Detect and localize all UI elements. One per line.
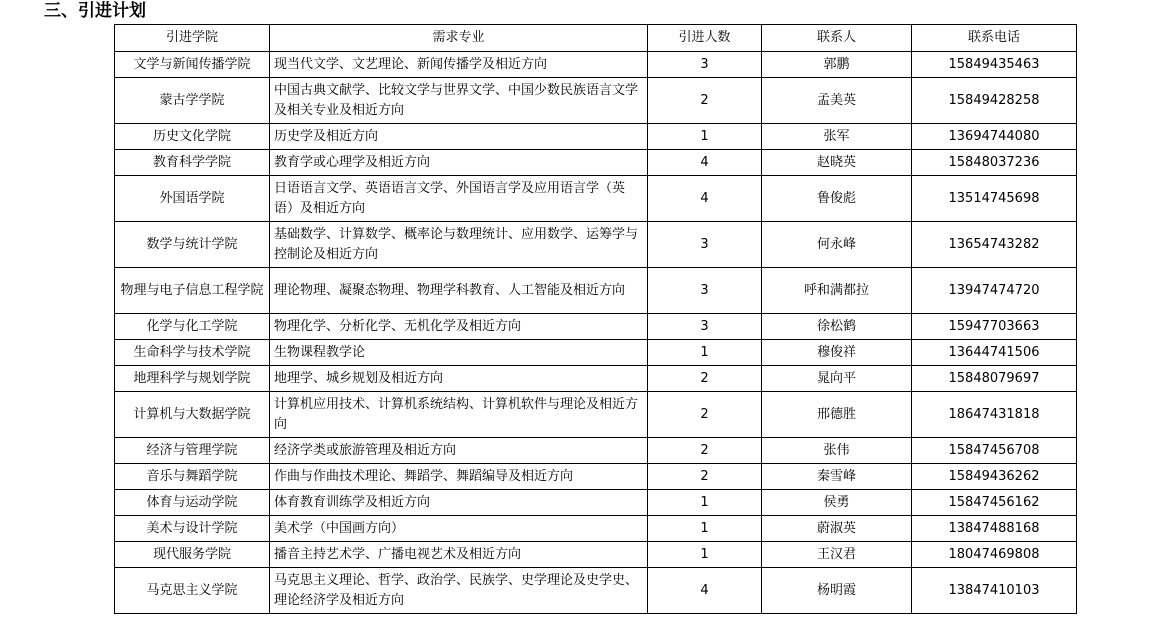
table-row (115, 78, 1077, 124)
section-title: 三、引进计划 (44, 1, 146, 21)
phone-cell: 15848079697 (912, 366, 1077, 392)
major-cell: 中国古典文献学、比较文学与世界文学、中国少数民族语言文学及相关专业及相近方向 (270, 78, 648, 124)
count-cell: 3 (648, 268, 762, 314)
phone-cell: 15849428258 (912, 78, 1077, 124)
table-row (115, 268, 1077, 314)
contact-cell: 何永峰 (762, 222, 912, 268)
contact-cell: 穆俊祥 (762, 340, 912, 366)
contact-cell: 孟美英 (762, 78, 912, 124)
major-cell: 体育教育训练学及相近方向 (270, 490, 648, 516)
table-row (115, 464, 1077, 490)
table-row (115, 124, 1077, 150)
major-cell: 计算机应用技术、计算机系统结构、计算机软件与理论及相近方向 (270, 392, 648, 438)
table-row (115, 314, 1077, 340)
count-cell: 3 (648, 314, 762, 340)
college-cell: 经济与管理学院 (115, 438, 270, 464)
table-body (115, 52, 1077, 614)
table-header-row (115, 25, 1077, 52)
count-cell: 3 (648, 222, 762, 268)
header-phone: 联系电话 (912, 25, 1077, 52)
header-count: 引进人数 (648, 25, 762, 52)
major-cell: 教育学或心理学及相近方向 (270, 150, 648, 176)
count-cell: 2 (648, 366, 762, 392)
college-cell: 现代服务学院 (115, 542, 270, 568)
contact-cell: 侯勇 (762, 490, 912, 516)
contact-cell: 张军 (762, 124, 912, 150)
contact-cell: 张伟 (762, 438, 912, 464)
college-cell: 体育与运动学院 (115, 490, 270, 516)
phone-cell: 15847456708 (912, 438, 1077, 464)
count-cell: 4 (648, 176, 762, 222)
header-contact: 联系人 (762, 25, 912, 52)
college-cell: 马克思主义学院 (115, 568, 270, 614)
contact-cell: 赵晓英 (762, 150, 912, 176)
count-cell: 1 (648, 542, 762, 568)
college-cell: 地理科学与规划学院 (115, 366, 270, 392)
major-cell: 物理化学、分析化学、无机化学及相近方向 (270, 314, 648, 340)
count-cell: 2 (648, 464, 762, 490)
contact-cell: 鲁俊彪 (762, 176, 912, 222)
table-row (115, 542, 1077, 568)
phone-cell: 15947703663 (912, 314, 1077, 340)
table-row (115, 568, 1077, 614)
major-cell: 经济学类或旅游管理及相近方向 (270, 438, 648, 464)
count-cell: 4 (648, 568, 762, 614)
contact-cell: 徐松鹤 (762, 314, 912, 340)
phone-cell: 15848037236 (912, 150, 1077, 176)
college-cell: 美术与设计学院 (115, 516, 270, 542)
college-cell: 蒙古学学院 (115, 78, 270, 124)
phone-cell: 13654743282 (912, 222, 1077, 268)
contact-cell: 呼和满都拉 (762, 268, 912, 314)
phone-cell: 13947474720 (912, 268, 1077, 314)
college-cell: 文学与新闻传播学院 (115, 52, 270, 78)
college-cell: 音乐与舞蹈学院 (115, 464, 270, 490)
table-row (115, 340, 1077, 366)
header-major: 需求专业 (270, 25, 648, 52)
count-cell: 1 (648, 516, 762, 542)
college-cell: 数学与统计学院 (115, 222, 270, 268)
table-row (115, 392, 1077, 438)
college-cell: 生命科学与技术学院 (115, 340, 270, 366)
college-cell: 化学与化工学院 (115, 314, 270, 340)
table-row (115, 366, 1077, 392)
college-cell: 计算机与大数据学院 (115, 392, 270, 438)
count-cell: 1 (648, 124, 762, 150)
phone-cell: 13847410103 (912, 568, 1077, 614)
phone-cell: 18647431818 (912, 392, 1077, 438)
phone-cell: 13644741506 (912, 340, 1077, 366)
major-cell: 作曲与作曲技术理论、舞蹈学、舞蹈编导及相近方向 (270, 464, 648, 490)
recruitment-plan-table (114, 24, 1077, 614)
phone-cell: 13514745698 (912, 176, 1077, 222)
phone-cell: 15847456162 (912, 490, 1077, 516)
contact-cell: 郭鹏 (762, 52, 912, 78)
contact-cell: 王汉君 (762, 542, 912, 568)
count-cell: 4 (648, 150, 762, 176)
major-cell: 地理学、城乡规划及相近方向 (270, 366, 648, 392)
table-row (115, 222, 1077, 268)
contact-cell: 杨明霞 (762, 568, 912, 614)
phone-cell: 18047469808 (912, 542, 1077, 568)
major-cell: 理论物理、凝聚态物理、物理学科教育、人工智能及相近方向 (270, 268, 648, 314)
phone-cell: 15849435463 (912, 52, 1077, 78)
major-cell: 美术学（中国画方向） (270, 516, 648, 542)
count-cell: 3 (648, 52, 762, 78)
contact-cell: 蔚淑英 (762, 516, 912, 542)
table-row (115, 176, 1077, 222)
phone-cell: 15849436262 (912, 464, 1077, 490)
table-row (115, 52, 1077, 78)
major-cell: 马克思主义理论、哲学、政治学、民族学、史学理论及史学史、理论经济学及相近方向 (270, 568, 648, 614)
phone-cell: 13694744080 (912, 124, 1077, 150)
major-cell: 播音主持艺术学、广播电视艺术及相近方向 (270, 542, 648, 568)
contact-cell: 邢德胜 (762, 392, 912, 438)
count-cell: 2 (648, 78, 762, 124)
header-college: 引进学院 (115, 25, 270, 52)
major-cell: 日语语言文学、英语语言文学、外国语言学及应用语言学（英语）及相近方向 (270, 176, 648, 222)
table-row (115, 490, 1077, 516)
table-row (115, 150, 1077, 176)
table-row (115, 438, 1077, 464)
table-row (115, 516, 1077, 542)
count-cell: 2 (648, 392, 762, 438)
college-cell: 教育科学学院 (115, 150, 270, 176)
phone-cell: 13847488168 (912, 516, 1077, 542)
contact-cell: 秦雪峰 (762, 464, 912, 490)
college-cell: 外国语学院 (115, 176, 270, 222)
major-cell: 生物课程教学论 (270, 340, 648, 366)
major-cell: 基础数学、计算数学、概率论与数理统计、应用数学、运筹学与控制论及相近方向 (270, 222, 648, 268)
college-cell: 历史文化学院 (115, 124, 270, 150)
count-cell: 1 (648, 340, 762, 366)
count-cell: 2 (648, 438, 762, 464)
contact-cell: 晁向平 (762, 366, 912, 392)
major-cell: 历史学及相近方向 (270, 124, 648, 150)
count-cell: 1 (648, 490, 762, 516)
major-cell: 现当代文学、文艺理论、新闻传播学及相近方向 (270, 52, 648, 78)
college-cell: 物理与电子信息工程学院 (115, 268, 270, 314)
